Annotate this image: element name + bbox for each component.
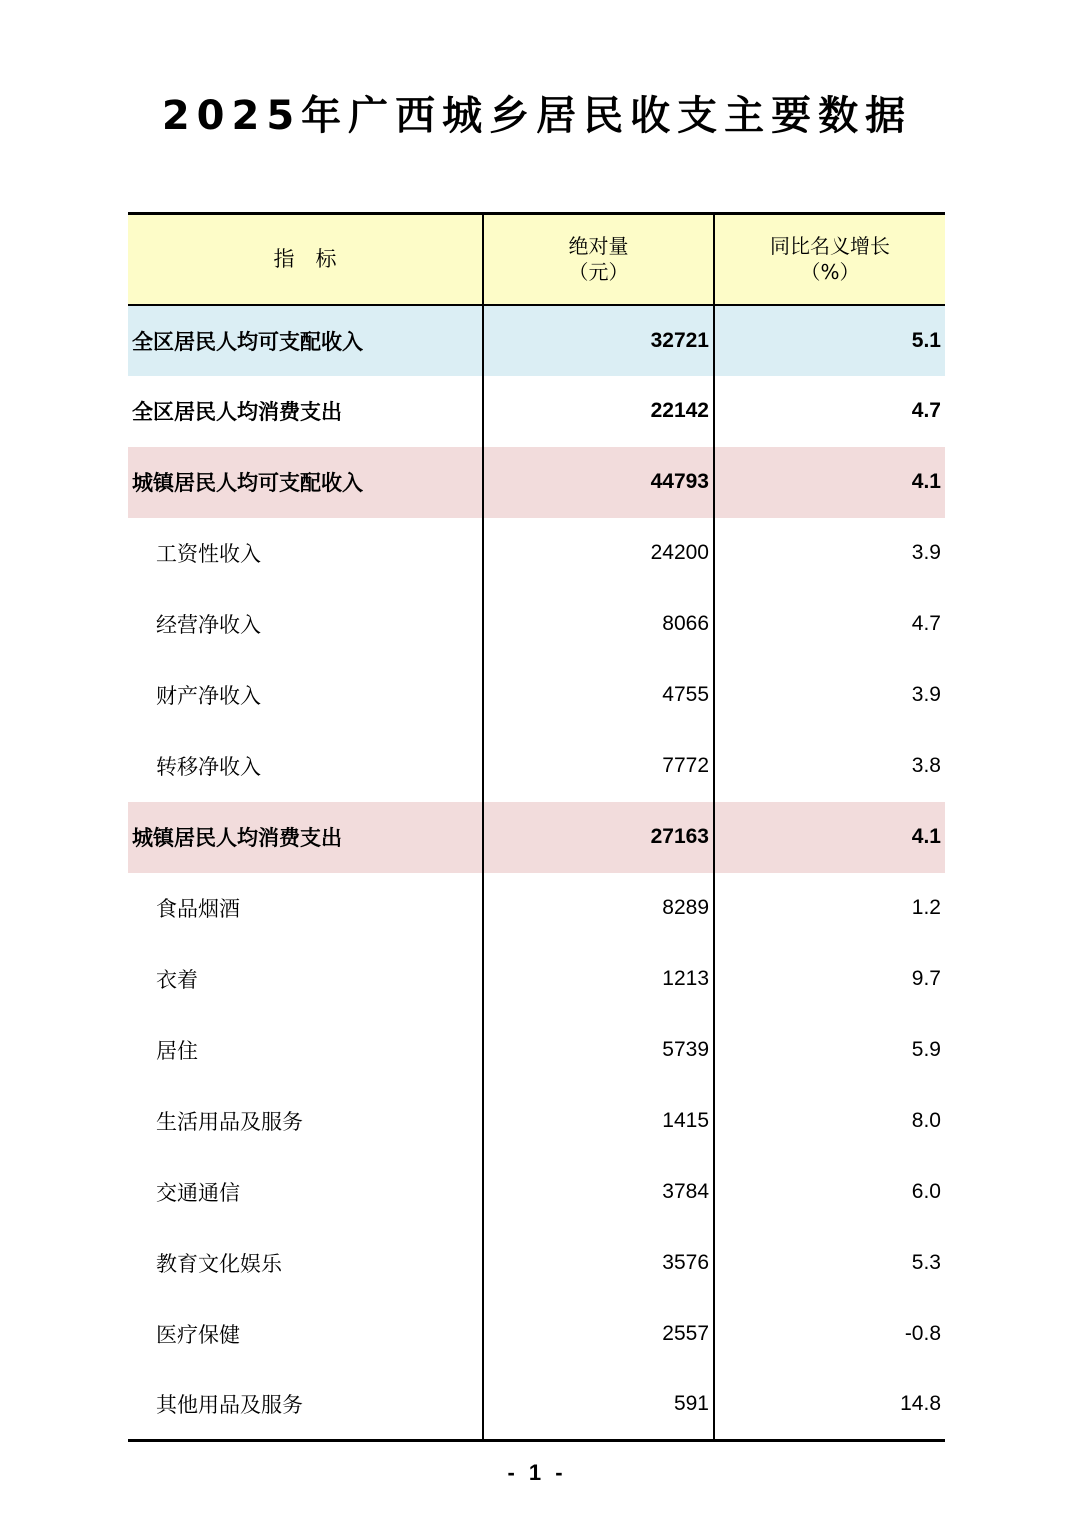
row-label: 城镇居民人均消费支出 (128, 802, 483, 873)
row-amount: 5739 (483, 1015, 714, 1086)
table-row (128, 518, 945, 589)
table-row (128, 802, 945, 873)
column-header-growth (714, 214, 945, 305)
row-growth: 8.0 (911, 1109, 941, 1132)
row-label: 工资性收入 (128, 518, 483, 589)
row-label: 教育文化娱乐 (128, 1228, 483, 1299)
row-growth: 4.1 (714, 802, 945, 873)
table-row (128, 944, 945, 1015)
row-label: 其他用品及服务 (128, 1370, 483, 1441)
table-row (128, 305, 945, 376)
row-growth: 5.1 (714, 305, 945, 376)
row-label: 食品烟酒 (128, 873, 483, 944)
row-amount: 8066 (483, 589, 714, 660)
row-amount: 24200 (483, 518, 714, 589)
row-label: 生活用品及服务 (128, 1086, 483, 1157)
row-label: 居住 (128, 1015, 483, 1086)
row-label: 衣着 (128, 944, 483, 1015)
row-growth: 5.9 (911, 1038, 941, 1061)
table-row (128, 1086, 945, 1157)
page-number: - 1 - (507, 1460, 567, 1485)
row-amount: 2557 (483, 1299, 714, 1370)
row-growth: 3.9 (911, 541, 941, 564)
row-growth: 3.9 (911, 683, 941, 706)
row-amount: 32721 (483, 305, 714, 376)
row-growth: -0.8 (904, 1322, 941, 1345)
column-header-indicator: 指 标 (128, 214, 483, 305)
row-growth: 5.3 (911, 1251, 941, 1274)
table-row (128, 1228, 945, 1299)
row-growth: 9.7 (911, 967, 941, 990)
row-growth: 4.7 (911, 612, 941, 635)
column-header-growth-line1: 同比名义增长 (770, 234, 890, 259)
column-header-growth-unit: （%） (800, 260, 860, 285)
row-growth: 14.8 (714, 1370, 945, 1441)
row-amount: 44793 (483, 447, 714, 518)
row-label: 城镇居民人均可支配收入 (128, 447, 483, 518)
table-row (128, 1370, 945, 1441)
row-growth: 1.2 (911, 896, 941, 919)
row-growth: 3.8 (911, 754, 941, 777)
row-amount: 8289 (483, 873, 714, 944)
table-row (128, 660, 945, 731)
row-label: 经营净收入 (128, 589, 483, 660)
row-amount: 4755 (483, 660, 714, 731)
table-row (128, 731, 945, 802)
row-amount: 591 (483, 1370, 714, 1441)
row-label: 全区居民人均消费支出 (128, 376, 483, 447)
data-table (128, 212, 945, 1442)
row-growth: 4.7 (911, 399, 941, 422)
table-row (128, 1157, 945, 1228)
row-amount: 7772 (483, 731, 714, 802)
column-header-amount (483, 214, 714, 305)
table-row (128, 873, 945, 944)
table-row (128, 1015, 945, 1086)
row-amount: 3784 (483, 1157, 714, 1228)
column-header-amount-line1: 绝对量 (568, 234, 629, 259)
row-label: 财产净收入 (128, 660, 483, 731)
table-row (128, 589, 945, 660)
table-row (128, 1299, 945, 1370)
row-label: 医疗保健 (128, 1299, 483, 1370)
row-growth: 4.1 (714, 447, 945, 518)
row-amount: 1415 (483, 1086, 714, 1157)
page-title: 2025年广西城乡居民收支主要数据 (161, 93, 913, 139)
row-label: 全区居民人均可支配收入 (128, 305, 483, 376)
table-row (128, 376, 945, 447)
row-growth: 6.0 (911, 1180, 941, 1203)
row-amount: 1213 (483, 944, 714, 1015)
row-amount: 27163 (483, 802, 714, 873)
table-row (128, 447, 945, 518)
row-label: 交通通信 (128, 1157, 483, 1228)
column-header-amount-unit: （元） (568, 260, 629, 285)
table-header-row (128, 214, 945, 305)
row-amount: 22142 (483, 376, 714, 447)
row-amount: 3576 (483, 1228, 714, 1299)
row-label: 转移净收入 (128, 731, 483, 802)
